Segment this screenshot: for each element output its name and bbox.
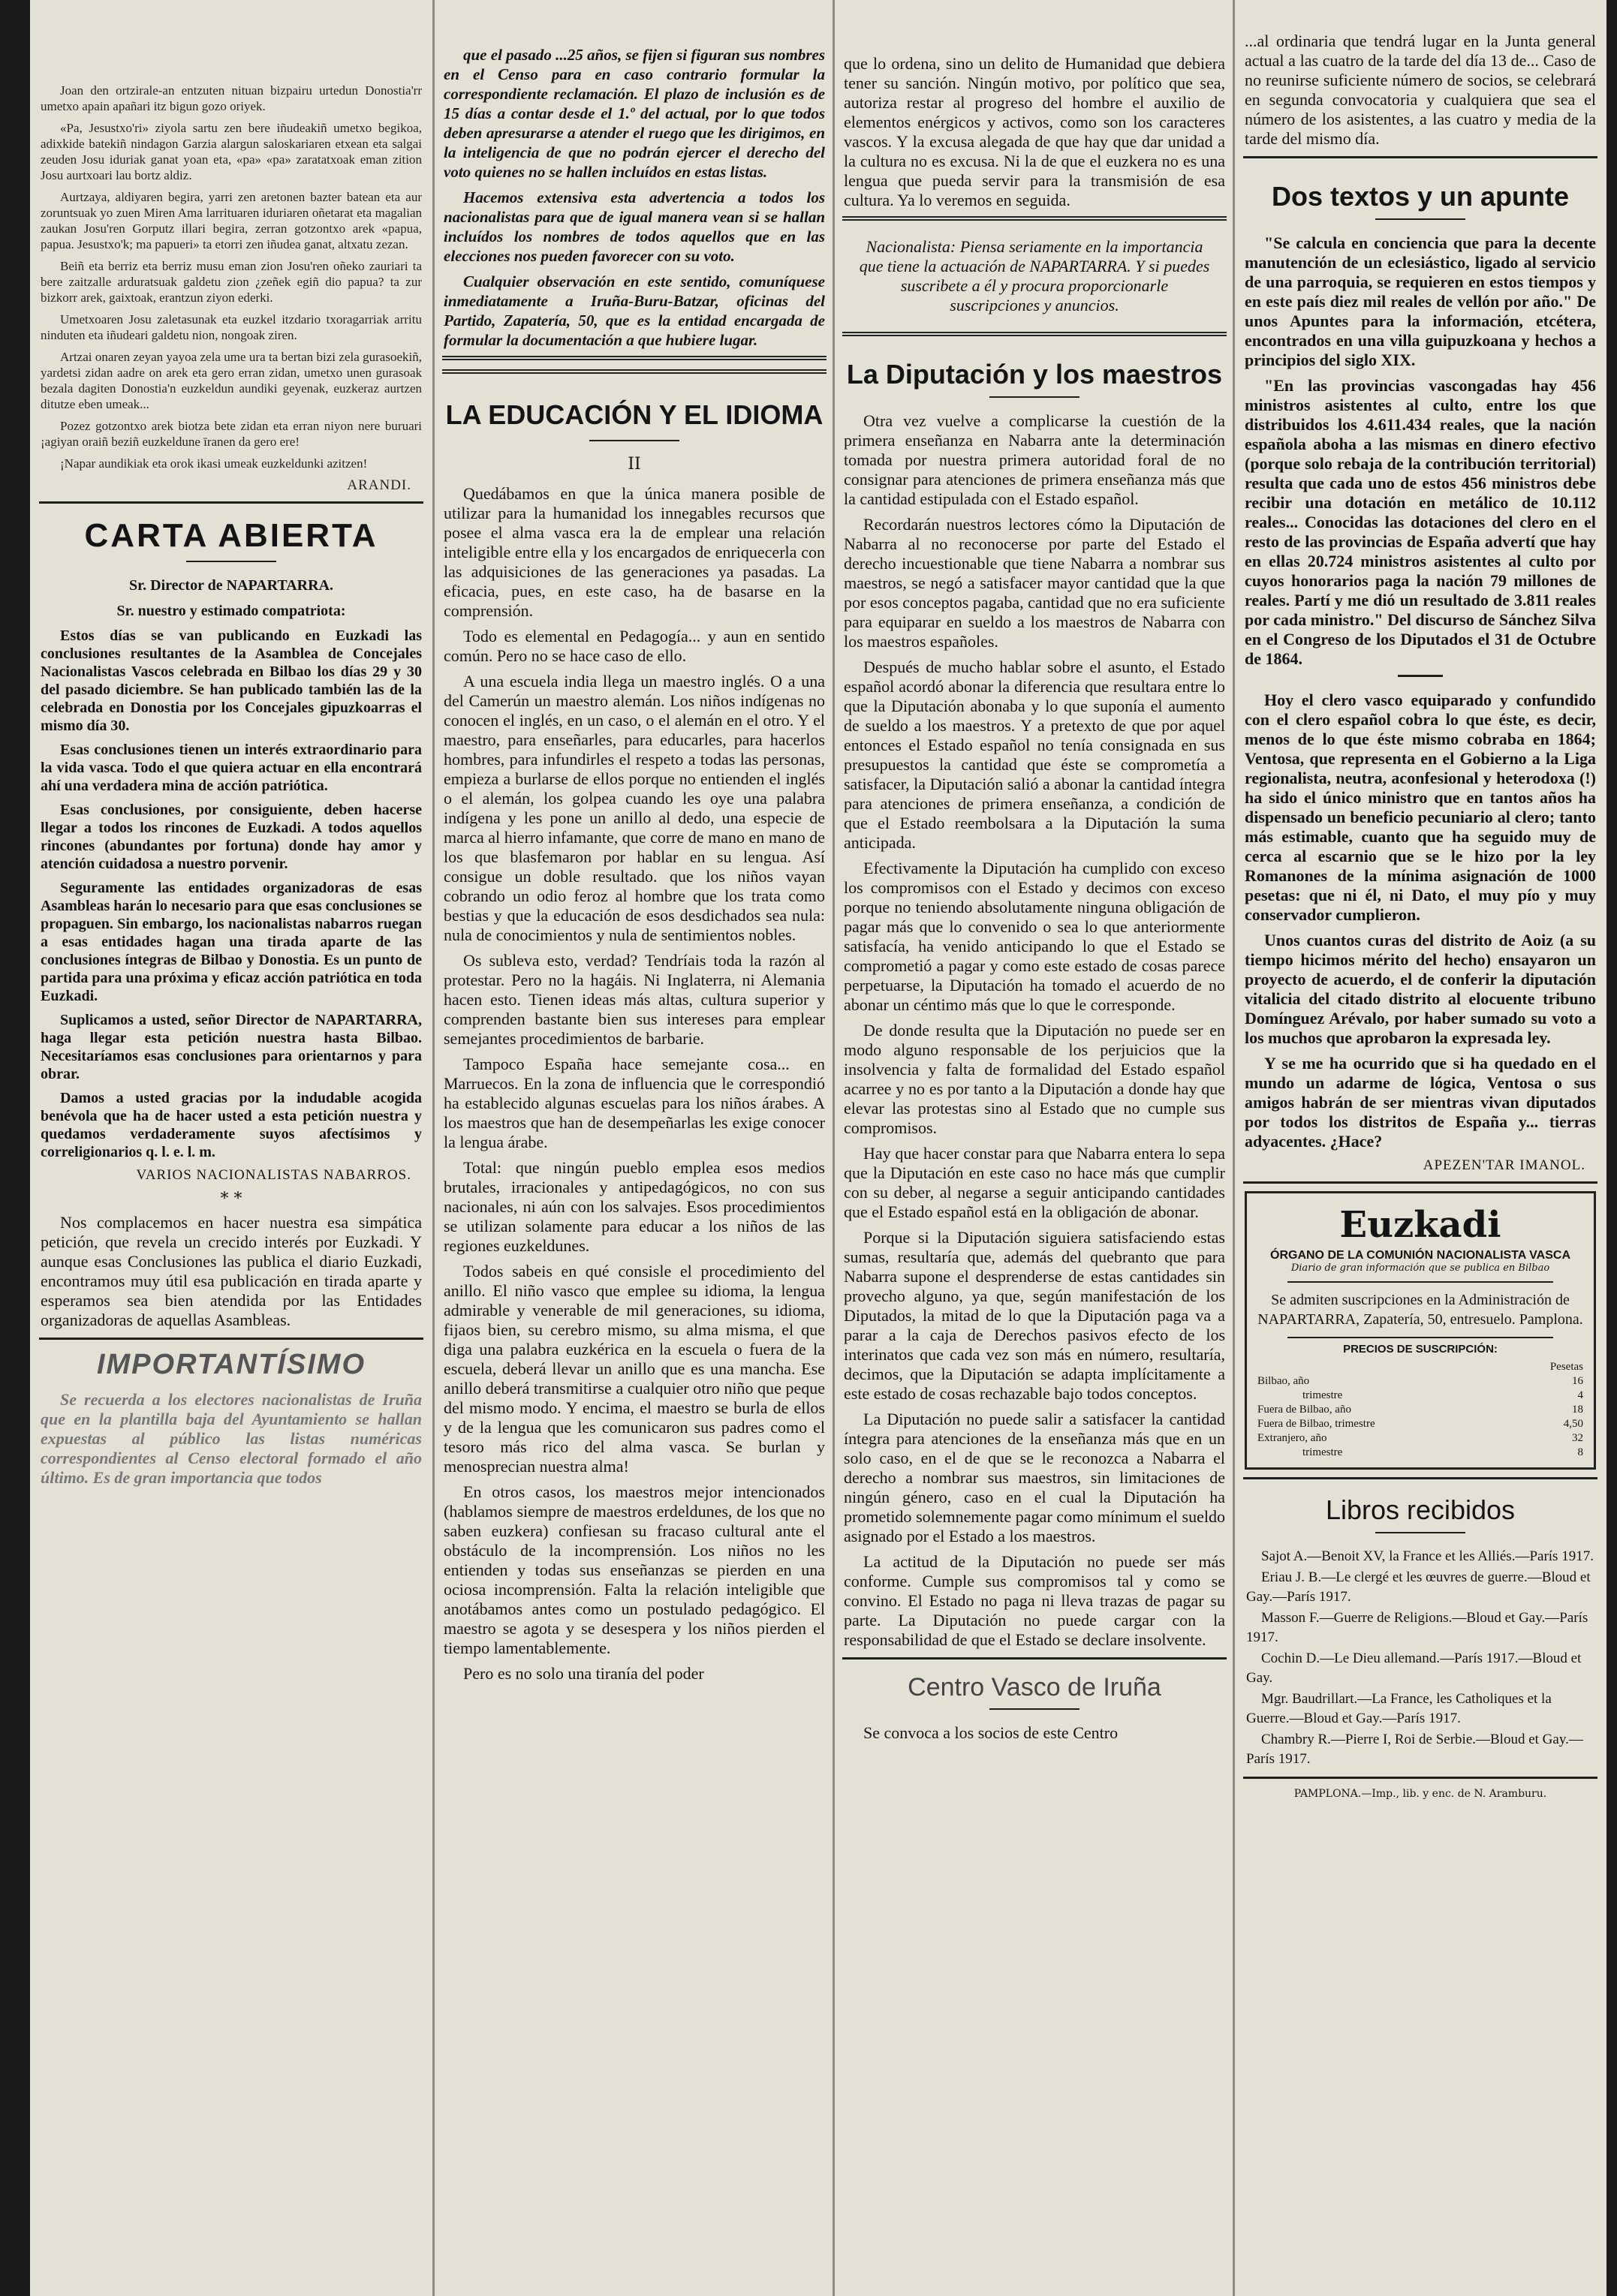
notice-paragraph: que el pasado ...25 años, se fijen si figuran sus nombres en el Censo para en caso contrario formular la correspondiente reclamación. El plazo de inclusión es de 15 días a contar desde el 1.º del actual, por lo que todos deben apresurarse a atender el ruego que les dirigimos, en la inteligencia de que no podrán ejercer el derecho del voto quienes no se hallen incluídos en estas listas. — [444, 46, 825, 181]
newspaper-page — [30, 0, 1606, 2296]
letter-paragraph: Esas conclusiones tienen un interés extraordinario para la vida vasca. Todo el que quiera actuar en ella encontrará ahí una verdadera mina de acción patriótica. — [41, 742, 422, 794]
divider — [1375, 1532, 1465, 1533]
basque-paragraph: Umetxoaren Josu zaletasunak eta euzkel itzdario txoragarriak arritu ninduten eta iñudeari galdetu nion, nongoak ziren. — [41, 312, 422, 342]
price-row: Fuera de Bilbao, año 18 — [1257, 1404, 1583, 1416]
euzkadi-advertisement — [1245, 1191, 1596, 1470]
column-4 — [1240, 32, 1600, 1802]
basque-paragraph: Joan den ortzirale-an entzuten nituan bizpairu urtedun Donostia'rr umetxo apain apañari itz bigun gozo oriyek. — [41, 83, 422, 113]
divider — [1243, 1181, 1597, 1184]
book-entry: Chambry R.—Pierre I, Roi de Serbie.—Bloud et Gay.—París 1917. — [1246, 1732, 1583, 1767]
article-paragraph: Después de mucho hablar sobre el asunto, el Estado español acordó abonar la diferencia que resultara entre lo que la Diputación abonaba y lo que suponía el aumento de sueldo a los maestros. Y a pretexto de que por aquel entonces el Estado español no tenía consignada en sus presupuestos la cantidad que éste se comprometía a satisfacer, la Diputación salió a abonar la cantidad íntegra para atenciones de primera enseñanza, a condición de que el Estado reembolsara a la Diputación la suma anticipada. — [844, 658, 1225, 852]
basque-article — [36, 83, 426, 494]
price-heading: PRECIOS DE SUSCRIPCIÓN: — [1343, 1343, 1498, 1356]
article-paragraph: Hay que hacer constar para que Nabarra entera lo sepa que la Diputación en este caso no hace más que cumplir con su deber, al negarse a seguir anticipando cantidades que el Estado español está en la obligación de abonar. — [844, 1144, 1225, 1221]
meeting-notice: ...al ordinaria que tendrá lugar en la Junta general actual a las cuatro de la tarde del día 13 de... Caso de no reunirse suficiente número de socios, se celebrará en segunda convocatoria y cualquiera que sea el número de los asistentes, a las cuatro y media de la tarde del mismo día. — [1245, 32, 1596, 148]
article-title: CARTA ABIERTA — [84, 517, 378, 554]
ad-subtitle: ÓRGANO DE LA COMUNIÓN NACIONALISTA VASCA — [1270, 1249, 1570, 1262]
printer-imprint: PAMPLONA.—Imp., lib. y enc. de N. Aramburu. — [1293, 1788, 1547, 1800]
article-paragraph: Pero es no solo una tiranía del poder — [463, 1664, 704, 1683]
quoted-text: "En las provincias vascongadas hay 456 ministros asistentes al culto, entre los que distribuidos los 4.611.434 reales, que la nación española aboha a las mismas en dinero efectivo (porque solo rebaja de la contribución territorial) resulta que cada uno de estos 456 ministros debe recibir una dotación en metálico de 10.112 reales... Conocidas las dotaciones del clero en el resto de las provincias de España advertí que hay en ellas 20.724 ministros asistentes al culto por cuyos honorarios paga la nación 79 millones de reales. Partí y me dió un resultado de 3.811 reales por cada ministro." Del discurso de Sánchez Silva en el Congreso de los Diputados el 31 de Octubre de 1864. — [1245, 376, 1596, 668]
book-entry: Masson F.—Guerre de Religions.—Bloud et Gay.—París 1917. — [1246, 1610, 1588, 1645]
letter-salutation: Sr. nuestro y estimado compatriota: — [116, 603, 346, 619]
column-rule — [833, 0, 835, 2296]
notice-paragraph: Hacemos extensiva esta advertencia a todos los nacionalistas para que de igual manera vean si se hallan incluídos los nombres de todos aquellos que en las elecciones nos pueden favorecer con su voto. — [444, 188, 825, 265]
price-row: trimestre 8 — [1302, 1446, 1583, 1458]
column-1 — [36, 83, 426, 1494]
article-paragraph: Todos sabeis en qué consisle el procedimiento del anillo. El niño vasco que emplee su idioma, la lengua admirable y venerable de mil generaciones, su idioma, fijaos bien, su cerebro mismo, su alma misma, el que diga una palabra euzkérica en la escuela o fuera de la escuela, deberá llevar un anillo que es una mancha. Ese anillo deberá transmitirse a cualquier otro niño que peque del mismo modo. Y encima, el maestro se burla de ellos y de la lengua que les comunicaron sus padres como el tesoro más rico del alma vasca. Se burlan y menosprecian nuestra alma! — [444, 1262, 825, 1476]
book-entry: Eriau J. B.—Le clergé et les œuvres de guerre.—Bloud et Gay.—París 1917. — [1246, 1569, 1591, 1605]
article-title: La Diputación y los maestros — [846, 359, 1223, 390]
article-paragraph: Otra vez vuelve a complicarse la cuestión de la primera enseñanza en Nabarra ante la determinación tomada por nuestra primera autoridad foral de no consignar para atenciones de primera enseñanza más que la cantidad estipulada con el Estado español. — [844, 411, 1225, 508]
article-paragraph: Porque si la Diputación siguiera satisfaciendo estas sumas, resultaría que, además del quebranto que para Nabarra supone el desprenderse de estas cantidades sin provecho alguno, ya que, según manifestación de los Diputados, la mitad de lo que la Diputación paga va a parar a la caja de Derechos pasivos efecto de los interinatos que cada vez son más en número, resultaría, decimos, que la Diputación se adapta implícitamente a este estado de cosas rechazable bajo todos conceptos. — [844, 1228, 1225, 1403]
article-title: IMPORTANTÍSIMO — [96, 1349, 366, 1380]
column-2 — [439, 45, 830, 1690]
divider — [989, 1708, 1080, 1710]
letter-paragraph: Damos a usted gracias por la indudable acogida benévola que ha de hacer usted a esta petición nuestra y quedamos verdaderamente suyos afectísimos y correligionarios q. l. e. l. m. — [41, 1090, 422, 1160]
letter-paragraph: Esas conclusiones, por consiguiente, deben hacerse llegar a todos los rincones de Euzkadi. A todos aquellos rincones (abundantes por fortuna) donde hay amor y atención cuidadosa a nuestro porvenir. — [41, 802, 422, 872]
divider — [1375, 218, 1465, 220]
divider — [1287, 1337, 1553, 1338]
ad-tagline: Diario de gran información que se publica en Bilbao — [1290, 1262, 1550, 1274]
book-entry: Cochin D.—Le Dieu allemand.—París 1917.—Bloud et Gay. — [1246, 1651, 1582, 1686]
basque-paragraph: «Pa, Jesustxo'ri» ziyola sartu zen bere iñudeakiñ umetxo begikoa, adixkide batekiñ nindagon Garzia alargun saloskariaren etxean eta salgai zeuden Josu iduriak ganat yoan eta, «pa» «pa» zaratatxoak eman zition Josu aurtxoari lau bortz aldiz. — [41, 121, 422, 182]
article-paragraph: Total: que ningún pueblo emplea esos medios brutales, irracionales y antipedagógicos, no con sus nacionales, ni aún con los salvajes. Esos procedimientos se utilizan solamente para educar a los niños de las regiones euzkeldunes. — [444, 1158, 825, 1255]
basque-paragraph: Pozez gotzontxo arek biotza bete zidan eta erran niyon nere buruari ¡agiyan oraiñ beziñ euzkeldune īranen da gero ere! — [41, 419, 422, 449]
article-paragraph: De donde resulta que la Diputación no puede ser en modo alguno responsable de los perjuicios que la insolvencia y falta de formalidad del Estado español acarree y no es por tanto a la Diputación a donde hay que elevar las protestas sino al Estado que no cumple sus compromisos. — [844, 1021, 1225, 1137]
divider — [186, 561, 276, 562]
book-entry: Mgr. Baudrillart.—La France, les Catholiques et la Guerre.—Bloud et Gay.—París 1917. — [1246, 1691, 1552, 1726]
separator-stars: * * — [220, 1190, 242, 1208]
divider — [1243, 1477, 1597, 1479]
price-column-header: Pesetas — [1549, 1361, 1583, 1373]
letter-paragraph: Seguramente las entidades organizadoras de esas Asambleas harán lo necesario para que esas conclusiones se propaguen. Sin embargo, los nacionalistas nabarros ruegan a esas entidades hagan una tirada aparte de las conclusiones íntegras de Bilbao y Donostia. Es un punto de partida para una próxima y eficaz acción patriótica en toda Euzkadi. — [41, 880, 422, 1004]
article-paragraph: que lo ordena, sino un delito de Humanidad que debiera tener su sanción. Ningún motivo, por político que sea, autoriza restar al progreso del hombre el auxilio de elementos enérgicos y activos, como son los caracteres vascos. Y la excusa alegada de que hay que dar unidad a la cultura no es excusa. Ni la de que el euzkera no es una lengua que pueda servir para la transmisión de esa cultura. Ya lo veremos en seguida. — [844, 54, 1225, 209]
letter-paragraph: Estos días se van publicando en Euzkadi las conclusiones resultantes de la Asamblea de Concejales Nacionalistas Vascos celebrada en Bilbao los días 29 y 30 del pasado diciembre. Se han publicado también las de la celebrada en Donostia por los Concejales gipuzkoarras el mismo día 30. — [41, 627, 422, 734]
part-numeral: II — [628, 455, 641, 474]
basque-paragraph: ¡Napar aundikiak eta orok ikasi umeak euzkeldunki azitzen! — [60, 456, 368, 471]
divider — [842, 1657, 1227, 1660]
article-paragraph: Unos cuantos curas del distrito de Aoiz (a su tiempo hicimos mérito del hecho) ensayaron un proyecto de acuerdo, el de conferir la diputación vitalicia del citado distrito al elocuente tribuno Domínguez Arévalo, por haber sumado su voto a los muchos que aprobaron la expresada ley. — [1245, 931, 1596, 1047]
signature: APEZEN'TAR IMANOL. — [1423, 1157, 1585, 1173]
article-title: LA EDUCACIÓN Y EL IDIOMA — [445, 399, 824, 430]
article-paragraph: Os subleva esto, verdad? Tendríais toda la razón al protestar. Pero no la hagáis. Ni Inglaterra, ni Alemania hacen esto. Tienen ideas más altas, cultura superior y comprenden bastante bien sus intereses para emplear semejantes procedimientos de barbarie. — [444, 951, 825, 1048]
book-entry: Sajot A.—Benoit XV, la France et les Alliés.—París 1917. — [1261, 1548, 1594, 1564]
article-paragraph: Todo es elemental en Pedagogía... y aun en sentido común. Pero no se hace caso de ello. — [444, 627, 825, 665]
price-row: Extranjero, año 32 — [1257, 1432, 1583, 1444]
divider — [1243, 1777, 1597, 1779]
divider — [39, 501, 423, 504]
price-row: Fuera de Bilbao, trimestre 4,50 — [1257, 1418, 1583, 1430]
double-divider — [442, 356, 827, 374]
article-paragraph: Tampoco España hace semejante cosa... en Marruecos. En la zona de influencia que le correspondió ha establecido algunas escuelas para los niños árabes. A los maestros que han de desempeñarlas les exige conocer la lengua árabe. — [444, 1055, 825, 1151]
letter-paragraph: Suplicamos a usted, señor Director de NAPARTARRA, haga llegar esta petición nuestra hasta Bilbao. Necesitaríamos esas conclusiones para orientarnos y para obrar. — [41, 1012, 422, 1082]
divider — [1287, 1281, 1553, 1283]
basque-paragraph: Artzai onaren zeyan yayoa zela ume ura ta bertan bizi zela gurasoekiñ, yardetsi zidan aadre on arek eta gero erran zidan, umetxo unen gurasoak bezala dagiten Donostia'n euzkeldun aundiki geyenak, euzkeraz aurtzen ditutze eben umeak... — [41, 350, 422, 411]
article-paragraph: Efectivamente la Diputación ha cumplido con exceso los compromisos con el Estado y decimos con exceso porque no teniendo absolutamente ninguna obligación de pagar más que lo convenido o sea lo que anteriormente satisfacía, ha venido anticipando lo que el Estado se comprometió a pagar y como este estado de cosas parece perpetuarse, la Diputación ha tomado el acuerdo de no abonar un céntimo más que lo que le corresponde. — [844, 859, 1225, 1014]
article-title: Centro Vasco de Iruña — [908, 1673, 1161, 1702]
signature: ARANDI. — [347, 477, 411, 493]
notice-paragraph: Se recuerda a los electores nacionalistas de Iruña que en la plantilla baja del Ayuntamiento se hallan expuestas al público las listas numéricas correspondientes al Censo electoral formado el año último. Es de gran importancia que todos — [41, 1390, 422, 1487]
divider — [589, 440, 679, 441]
article-paragraph: Y se me ha ocurrido que si ha quedado en el mundo un adarme de lógica, Ventosa o sus amigos habrán de ser mientras vivan diputados por todos los distritos de España y... tierras adyacentes. ¿Hace? — [1245, 1054, 1596, 1151]
column-rule — [432, 0, 435, 2296]
article-paragraph: Recordarán nuestros lectores cómo la Diputación de Nabarra al no reconocerse por parte del Estado el derecho incuestionable que tiene Nabarra a nombrar sus maestros, se negó a satisfacer mayor cantidad que la que por esos conceptos pagaba, cantidad que no era suficiente para equiparar en sueldo a los maestros de Nabarra con los maestros españoles. — [844, 515, 1225, 651]
letter-recipient: Sr. Director de NAPARTARRA. — [128, 577, 334, 594]
column-rule — [1233, 0, 1235, 2296]
article-paragraph: Hoy el clero vasco equiparado y confundido con el clero español cobra lo que éste, es decir, menos de lo que éste mismo cobraba en 1864; Ventosa, que representa en el Gobierno a la Liga regionalista, neutra, aconfesional y heterodoxa (!) ha sido el único ministro que en tantos años ha dispensado un beneficio pecuniario al clero; tanto más estimable, cuanto que ha seguido muy de cerca al escarnio que se le hizo por la ley Romanones de la mínima asignación de 1000 pesetas: que ni él, ni Dato, el muy pío y muy conservador cumplieron. — [1245, 691, 1596, 924]
quoted-text: "Se calcula en conciencia que para la decente manutención de un eclesiástico, ligado al servicio de una parroquia, se requieren en estos tiempos y en este país diez mil reales de vellón por año." De unos Apuntes para la información, etcétera, encontrados en una villa guipuzkoana y hechos a principios del siglo XIX. — [1245, 233, 1596, 369]
ad-title: Euzkadi — [1339, 1204, 1501, 1246]
divider — [39, 1338, 423, 1340]
column-3 — [839, 54, 1230, 1749]
basque-paragraph: Aurtzaya, aldiyaren begira, yarri zen aretonen bazter batean eta aur zoruntsuak yo zuen Miren Ama larrituaren iduriaren oñetarat eta magalian zaukan Josu'ren Gorputz illari begira, zerran gotzontxo arek «papua, papua. Jesustxo'k; ma papueri» ta etorri zen iñudea ganat, altxatu zezan. — [41, 190, 422, 251]
article-title: Dos textos y un apunte — [1271, 181, 1570, 212]
article-paragraph: En otros casos, los maestros mejor intencionados (hablamos siempre de maestros erdeldunes, de los que no saben euzkera) confiesan su fracaso cultural ante el obstáculo de la incomprensión. Los niños no les entienden y todas sus enseñanzas se pierden en una ociosa incomprensión. Falta la relación inteligible que anotábamos antes como un postulado pedagógico. El maestro se agota y se desespera y los niños pierden el tiempo lamentablemente. — [444, 1482, 825, 1657]
signature: VARIOS NACIONALISTAS NABARROS. — [136, 1167, 411, 1183]
price-row: trimestre 4 — [1302, 1389, 1583, 1401]
article-paragraph: A una escuela india llega un maestro inglés. O a una del Camerún un maestro alemán. Los niños indígenas no conocen el inglés, en un caso, o el alemán en el otro. Y el maestro, para enseñarles, para educarles, para hacerlos hombres, para infundirles el respeto a todas las personas, empieza a burlarse de ellos porque no entienden el inglés o el alemán, los golpea cuando les oye una palabra indígena y les pone un anillo al dedo, una especie de marca al hierro infamante, que corre de mano en mano de los que blasfemaron por hablar en su lengua. Así consigue un doble resultado. que los niños vayan cobrando un odio feroz al hombre que los trata como bestias y que la educación de esos desdichados sea nula: nula de conocimientos y nula de sentimientos nobles. — [444, 672, 825, 944]
article-paragraph: Quedábamos en que la única manera posible de utilizar para la humanidad los innegables recursos que posee el alma vasca era la de emplear una relación inteligible entre ella y los encargados de enriquecerla con las adquisiciones de las generaciones ya pasadas. La eficacia, pues, en este caso, ha de basarse en la comprensión. — [444, 484, 825, 620]
article-paragraph: La Diputación no puede salir a satisfacer la cantidad íntegra para atenciones de la enseñanza más que en un solo caso, en el de que se le reconozca a Nabarra el derecho a nombrar sus maestros, sin limitaciones de ningún género, caso en el cual la Diputación ha prometido solemnemente pagar como mínimum el sueldo asignado por el Estado a los maestros. — [844, 1410, 1225, 1545]
double-divider — [842, 216, 1227, 230]
divider — [989, 396, 1080, 398]
article-paragraph: La actitud de la Diputación no puede ser más conforme. Cumple sus compromisos tal y como se convino. El Estado no paga ni lleva trazas de pagar su parte. La Diputación no puede cargar con la responsabilidad de que el Estado se declare insolvente. — [844, 1552, 1225, 1649]
divider — [1398, 675, 1443, 677]
price-row: Bilbao, año 16 — [1257, 1375, 1583, 1387]
article-title: Libros recibidos — [1325, 1494, 1516, 1525]
subscription-notice: Nacionalista: Piensa seriamente en la importancia que tiene la actuación de NAPARTARRA. Y si puedes suscribete a él y procura proporcionarle suscripciones y anuncios. — [859, 237, 1210, 314]
notice-paragraph: Cualquier observación en este sentido, comuníquese inmediatamente a Iruña-Buru-Batzar, oficinas del Partido, Zapatería, 50, que es la entidad encargada de formular la documentación a que hubiere lugar. — [444, 272, 825, 349]
basque-paragraph: Beiñ eta berriz eta berriz musu eman zion Josu'ren oñeko zauriari ta bere zaitzalle arduratsuak galdetu zion ¿zeñek egiñ dio papua? ta zur bizkorr arek, gaixtoak, erantzun ziyon ederki. — [41, 259, 422, 305]
article-paragraph: Se convoca a los socios de este Centro — [863, 1723, 1119, 1742]
double-divider — [842, 323, 1227, 336]
divider — [1243, 156, 1597, 158]
ad-text: Se admiten suscripciones en la Administración de NAPARTARRA, Zapatería, 50, entresuelo. Pamplona. — [1257, 1292, 1583, 1328]
reply-paragraph: Nos complacemos en hacer nuestra esa simpática petición, que revela un crecido interés por Euzkadi. Y aunque esas Conclusiones las publica el diario Euzkadi, encontramos muy útil esa publicación en tirada aparte y esperamos sea bien atendida por las Entidades organizadoras de aquellas Asambleas. — [41, 1213, 422, 1329]
